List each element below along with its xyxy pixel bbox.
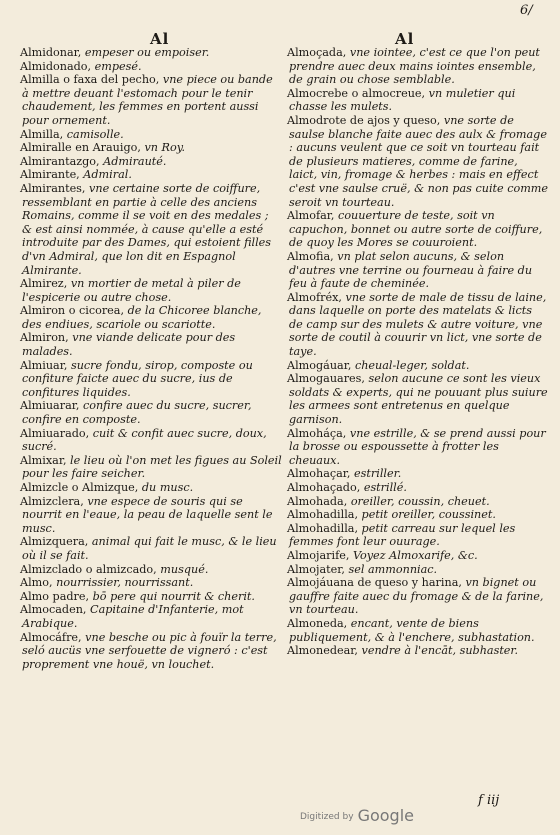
- entry-definition: Voyez Almoxarife, &c.: [349, 548, 478, 562]
- dictionary-entry: [287, 481, 549, 495]
- entry-definition: vn muletier qui chasse les mulets.: [289, 86, 516, 114]
- dictionary-entry: [20, 304, 282, 331]
- entry-headword: Almizcle o Almizque,: [20, 481, 139, 494]
- dictionary-entry: [20, 277, 282, 304]
- dictionary-entry: [20, 60, 282, 74]
- dictionary-entry: [287, 114, 549, 209]
- dictionary-entry: [287, 549, 549, 563]
- entry-headword: Almo,: [20, 576, 53, 590]
- dictionary-entry: [20, 563, 282, 577]
- entry-headword: Almidonar,: [20, 46, 82, 59]
- entry-headword: Almoháça,: [287, 426, 347, 440]
- entry-headword: Almiuarado,: [20, 426, 90, 440]
- entry-definition: animal qui fait le musc, & le lieu où il se fait.: [22, 535, 277, 562]
- entry-headword: Almizclera,: [20, 494, 84, 508]
- entry-headword: Almiuarar,: [20, 399, 80, 413]
- entry-headword: Almofar,: [287, 209, 335, 223]
- entry-definition: selon aucune ce sont les vieux soldats & experts, qui ne pouuant plus suiure les armees sont entretenus en quelque garnison.: [289, 372, 548, 427]
- dictionary-entry: [287, 467, 549, 481]
- dictionary-entry: [287, 576, 549, 617]
- dictionary-entry: [287, 563, 549, 577]
- dictionary-entry: [20, 359, 282, 400]
- dictionary-entry: [20, 128, 282, 142]
- dictionary-entry: [20, 331, 282, 358]
- entry-definition: nourrissier, nourrissant.: [52, 576, 194, 590]
- entry-headword: Almojarife,: [287, 548, 350, 562]
- entry-definition: sucre fondu, sirop, composte ou confiture faicte auec du sucre, ius de confitures liquides.: [22, 358, 253, 399]
- entry-definition: bō pere qui nourrit & cherit.: [89, 589, 255, 603]
- dictionary-entry: [287, 250, 549, 291]
- dictionary-entry: [287, 291, 549, 359]
- entry-definition: petit carreau sur lequel les femmes font leur ouurage.: [289, 521, 516, 549]
- entry-headword: Almoçada,: [287, 46, 347, 59]
- entry-headword: Almirante,: [20, 168, 80, 182]
- entry-headword: Almiuar,: [20, 358, 68, 372]
- entry-headword: Almocáfre,: [20, 630, 82, 644]
- dictionary-entry: [20, 141, 282, 155]
- entry-headword: Almirantazgo,: [20, 154, 100, 168]
- entry-headword: Almonedear,: [287, 644, 358, 658]
- entry-definition: du musc.: [138, 481, 194, 494]
- entry-definition: vne sorte de male de tissu de laine, dans laquelle on porte des matelats & licts de camp sur des mulets & autre voiture, vne sorte de coutil à couurir vn lict, vne sorte de taye.: [289, 290, 547, 359]
- entry-headword: Almohaçar,: [287, 467, 351, 481]
- entry-definition: vne sorte de saulse blanche faite auec des aulx & fromage : aucuns veulent que ce soit vn tourteau fait de plusieurs matieres, comme de farine, laict, vin, fromage & herbes : mais en effect c'est vne saulse cruë, & non pas cuite comme seroit vn tourteau.: [289, 113, 549, 209]
- entry-definition: vne estrille, & se prend aussi pour la brosse ou espoussette à frotter les cheuaux.: [289, 426, 546, 467]
- page-corner-mark: 6/: [520, 3, 533, 18]
- entry-headword: Almirantes,: [20, 181, 86, 195]
- entry-headword: Almojater,: [287, 562, 345, 576]
- dictionary-entry: [20, 427, 282, 454]
- entry-headword: Almizquera,: [20, 535, 89, 549]
- entry-headword: Almilla,: [20, 127, 64, 141]
- entry-definition: musqué.: [156, 562, 209, 576]
- running-header-left: Al: [150, 30, 170, 48]
- entry-definition: vn plat selon aucuns, & selon d'autres vne terrine ou fourneau à faire du feu à faute de cheminée.: [289, 249, 533, 291]
- entry-definition: camisolle.: [63, 127, 124, 141]
- entry-definition: vne iointee, c'est ce que l'on peut prendre auec deux mains iointes ensemble, de grain ou chose semblable.: [289, 46, 540, 87]
- entry-definition: vne espece de souris qui se nourrit en l'eaue, la peau de laquelle sent le musc.: [22, 494, 273, 535]
- entry-definition: estriller.: [350, 467, 402, 481]
- entry-definition: cuit & confit auec sucre, doux, sucré.: [22, 426, 267, 454]
- dictionary-entry: [287, 46, 549, 87]
- dictionary-entry: [20, 481, 282, 495]
- dictionary-entry: [20, 155, 282, 169]
- entry-definition: Admirauté.: [99, 154, 167, 168]
- entry-definition: couuerture de teste, soit vn capuchon, bonnet ou autre sorte de coiffure, de quoy les Mores se couuroient.: [289, 209, 543, 250]
- entry-headword: Almocaden,: [20, 603, 87, 617]
- entry-definition: petit oreiller, coussinet.: [358, 508, 496, 522]
- dictionary-entry: [20, 576, 282, 590]
- dictionary-entry: [287, 427, 549, 468]
- entry-definition: de la Chicoree blanche, des endiues, scariole ou scariotte.: [22, 304, 262, 331]
- entry-headword: Almofia,: [287, 249, 334, 263]
- dictionary-entry: [287, 495, 549, 509]
- entry-definition: le lieu où l'on met les figues au Soleil pour les faire seicher.: [22, 453, 282, 481]
- entry-definition: vn Roy.: [140, 141, 186, 155]
- dictionary-entry: [20, 535, 282, 562]
- entry-definition: Capitaine d'Infanterie, mot Arabique.: [22, 603, 244, 630]
- entry-headword: Almizclado o almizcado,: [20, 562, 157, 576]
- dictionary-entry: [287, 522, 549, 549]
- entry-definition: vn mortier de metal à piler de l'espicerie ou autre chose.: [22, 277, 241, 304]
- entry-definition: vn bignet ou gauffre faite auec du fromage & de la farine, vn tourteau.: [289, 576, 544, 617]
- entry-definition: vne piece ou bande à mettre deuant l'estomach pour le tenir chaudement, les femmes en portent aussi pour ornement.: [22, 73, 273, 127]
- entry-headword: Almilla o faxa del pecho,: [20, 73, 160, 87]
- digitized-by-label: Digitized by: [300, 811, 354, 822]
- entry-headword: Almohaçado,: [287, 481, 361, 494]
- entry-definition: empeser ou empoiser.: [81, 46, 210, 59]
- entry-definition: encant, vente de biens publiquement, & à l'enchere, subhastation.: [289, 616, 535, 644]
- entry-headword: Almohada,: [287, 494, 348, 508]
- left-column: [20, 46, 282, 671]
- signature-mark: f iij: [478, 793, 500, 808]
- dictionary-entry: [287, 359, 549, 373]
- dictionary-entry: [287, 644, 549, 658]
- dictionary-entry: [287, 372, 549, 426]
- dictionary-entry: [20, 495, 282, 536]
- entry-headword: Almohadilla,: [287, 508, 358, 522]
- entry-definition: cheual-leger, soldat.: [351, 358, 470, 372]
- dictionary-entry: [20, 590, 282, 604]
- entry-definition: confire auec du sucre, sucrer, confire en composte.: [22, 399, 252, 427]
- entry-definition: oreiller, coussin, cheuet.: [347, 494, 490, 508]
- dictionary-entry: [20, 73, 282, 127]
- entry-definition: Admiral.: [79, 168, 132, 182]
- entry-definition: sel ammonniac.: [344, 562, 438, 576]
- entry-definition: vne certaine sorte de coiffure, ressemblant en partie à celle des anciens Romains, comme il se voit en des medales ; & est ainsi nommée, à cause qu'elle a esté introduite par des Dames, qui estoient filles d'vn Admiral, que lon dit en Espagnol Almirante.: [22, 181, 272, 277]
- right-column: [287, 46, 549, 658]
- entry-headword: Almo padre,: [20, 589, 90, 603]
- dictionary-entry: [287, 209, 549, 250]
- entry-headword: Almiralle en Arauigo,: [20, 141, 141, 155]
- dictionary-entry: [20, 168, 282, 182]
- entry-headword: Almiron o cicorea,: [20, 304, 125, 318]
- google-logo: Google: [357, 806, 414, 825]
- entry-definition: estrillé.: [360, 481, 407, 494]
- entry-definition: vne viande delicate pour des malades.: [22, 331, 236, 359]
- dictionary-entry: [20, 399, 282, 426]
- entry-definition: vne besche ou pic à fouïr la terre, seló aucüs vne serfouette de vigneró : c'est proprement vne houë, vn louchet.: [22, 630, 277, 671]
- entry-headword: Almohadilla,: [287, 521, 358, 535]
- dictionary-entry: [20, 454, 282, 481]
- entry-headword: Almofréx,: [287, 290, 342, 304]
- dictionary-entry: [287, 87, 549, 114]
- dictionary-entry: [287, 508, 549, 522]
- entry-headword: Almogáuar,: [287, 358, 352, 372]
- dictionary-entry: [20, 631, 282, 672]
- entry-headword: Almodrote de ajos y queso,: [287, 113, 441, 127]
- entry-definition: empesé.: [91, 59, 142, 73]
- dictionary-entry: [20, 46, 282, 60]
- digitized-by-watermark: [300, 806, 414, 825]
- entry-definition: vendre à l'encāt, subhaster.: [357, 644, 519, 658]
- entry-headword: Almixar,: [20, 453, 67, 467]
- entry-headword: Almoneda,: [287, 616, 348, 630]
- entry-headword: Almirez,: [20, 277, 68, 291]
- entry-headword: Almiron,: [20, 331, 69, 345]
- dictionary-entry: [20, 603, 282, 630]
- entry-headword: Almojáuana de queso y harina,: [287, 576, 462, 590]
- entry-headword: Almidonado,: [20, 59, 92, 73]
- entry-headword: Almocrebe o almocreue,: [287, 86, 426, 100]
- dictionary-entry: [20, 182, 282, 277]
- dictionary-entry: [287, 617, 549, 644]
- entry-headword: Almogauares,: [287, 372, 365, 386]
- running-header-right: Al: [395, 30, 415, 48]
